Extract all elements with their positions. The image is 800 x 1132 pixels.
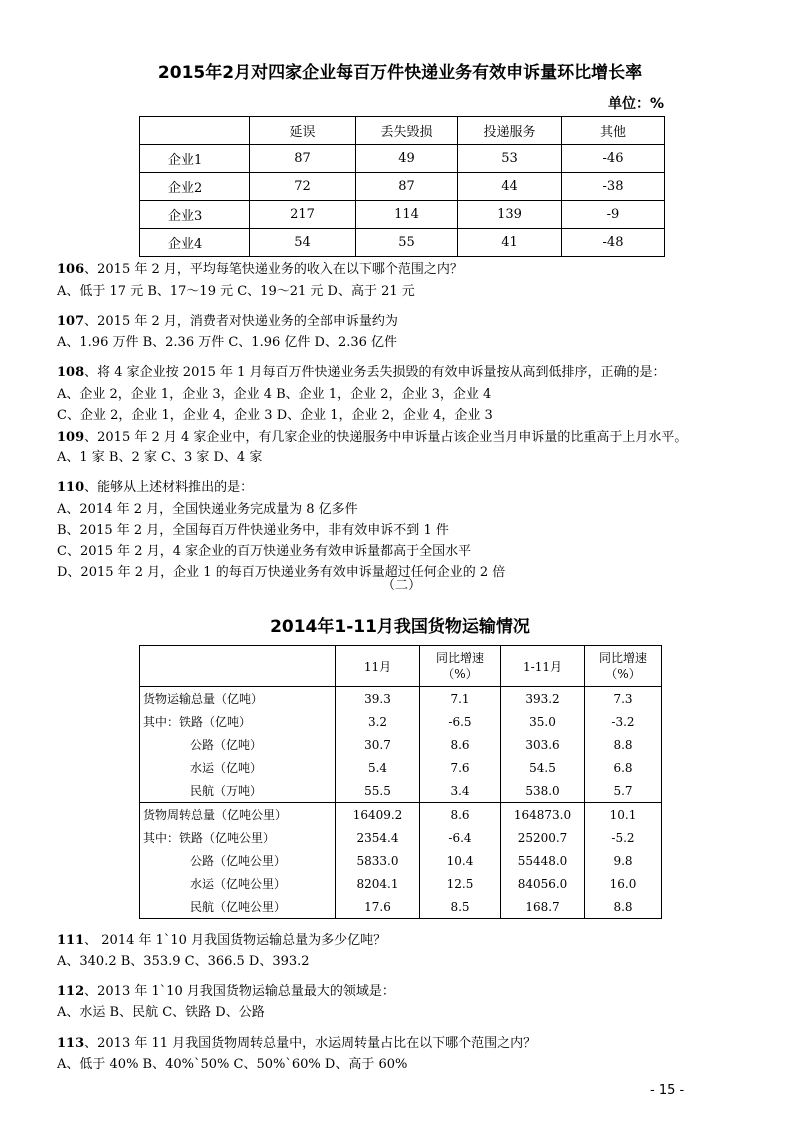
question-text: 、2015 年 2 月 4 家企业中，有几家企业的快递服务中申诉量占该企业当月申诉量的比重高于上月水平。: [84, 430, 688, 445]
table-cell: -6.5: [420, 710, 501, 733]
row-label: 货物周转总量（亿吨公里）: [140, 803, 336, 827]
question-111-options: A、340.2 B、353.9 C、366.5 D、393.2: [57, 954, 310, 969]
table-cell: -3.2: [585, 710, 662, 733]
table2-title: 2014年1-11月我国货物运输情况: [270, 617, 530, 637]
table-row: [140, 687, 662, 711]
table-cell: -5.2: [585, 826, 662, 849]
table-cell: 25200.7: [501, 826, 585, 849]
question-number: 112: [57, 984, 85, 999]
table1-title: 2015年2月对四家企业每百万件快递业务有效申诉量环比增长率: [157, 63, 643, 83]
table-cell: 7.3: [585, 687, 662, 711]
question-108: [57, 361, 666, 380]
question-111: [57, 929, 386, 948]
table-cell: 7.6: [420, 756, 501, 779]
table-row: [140, 895, 662, 919]
question-112-options: A、水运 B、民航 C、铁路 D、公路: [57, 1005, 265, 1020]
table-header-row: [140, 646, 662, 687]
question-text: 、2013 年 11 月我国货物周转总量中，水运周转量占比在以下哪个范围之内？: [84, 1036, 537, 1051]
question-110: [57, 476, 253, 495]
question-number: 106: [57, 262, 85, 277]
header-cell: 1-11月: [501, 646, 585, 687]
table-cell: 44: [458, 173, 562, 201]
table-cell: 72: [250, 173, 356, 201]
question-106: [57, 258, 463, 277]
row-label: 企业4: [140, 229, 250, 257]
table-row: [140, 201, 665, 229]
question-109: [57, 426, 687, 445]
table-cell: 5.7: [585, 779, 662, 803]
header-cell: 丢失毁损: [356, 117, 458, 145]
row-label: 水运（亿吨公里）: [140, 872, 336, 895]
row-label: 企业3: [140, 201, 250, 229]
table-cell: 54: [250, 229, 356, 257]
question-112: [57, 980, 395, 999]
table-cell: 55.5: [336, 779, 420, 803]
question-113-options: A、低于 40% B、40%`50% C、50%`60% D、高于 60%: [57, 1057, 408, 1072]
table-cell: 7.1: [420, 687, 501, 711]
question-number: 108: [57, 365, 85, 380]
table-cell: 30.7: [336, 733, 420, 756]
question-text: 、2013 年 1`10 月我国货物运输总量最大的领域是：: [84, 984, 395, 999]
row-label: 货物运输总量（亿吨）: [140, 687, 336, 711]
question-text: 、2015 年 2 月，消费者对快递业务的全部申诉量约为: [84, 314, 398, 329]
table-cell: 168.7: [501, 895, 585, 919]
row-label: 民航（万吨）: [140, 779, 336, 803]
table-cell: -46: [562, 145, 665, 173]
table-cell: 393.2: [501, 687, 585, 711]
table-row: [140, 849, 662, 872]
table-cell: 10.1: [585, 803, 662, 827]
row-label: 公路（亿吨公里）: [140, 849, 336, 872]
question-110-option-a: A、2014 年 2 月，全国快递业务完成量为 8 亿多件: [57, 502, 358, 517]
table-cell: 53: [458, 145, 562, 173]
table-cell: 39.3: [336, 687, 420, 711]
table-cell: 8.6: [420, 733, 501, 756]
table-cell: 5833.0: [336, 849, 420, 872]
table-cell: 217: [250, 201, 356, 229]
table-row: [140, 145, 665, 173]
question-number: 109: [57, 430, 85, 445]
table-cell: 8.6: [420, 803, 501, 827]
question-108-options-cd: C、企业 2，企业 1，企业 4，企业 3 D、企业 1，企业 2，企业 4，企业 3: [57, 408, 493, 423]
header-cell: [585, 646, 662, 687]
row-label: 其中：铁路（亿吨公里）: [140, 826, 336, 849]
table-cell: 538.0: [501, 779, 585, 803]
table-cell: 114: [356, 201, 458, 229]
table-cell: 87: [356, 173, 458, 201]
question-109-options: A、1 家 B、2 家 C、3 家 D、4 家: [57, 450, 263, 465]
question-text: 、 2014 年 1`10 月我国货物运输总量为多少亿吨？: [84, 933, 387, 948]
page-number: - 15 -: [650, 1083, 685, 1098]
question-number: 111: [57, 933, 85, 948]
header-cell: [140, 117, 250, 145]
table-cell: 8.5: [420, 895, 501, 919]
question-text: 、能够从上述材料推出的是：: [84, 480, 254, 495]
question-110-option-c: C、2015 年 2 月，4 家企业的百万快递业务有效申诉量都高于全国水平: [57, 544, 472, 559]
row-label: 公路（亿吨）: [140, 733, 336, 756]
table-header-row: [140, 117, 665, 145]
table-row: [140, 803, 662, 827]
question-number: 113: [57, 1036, 85, 1051]
header-cell: 其他: [562, 117, 665, 145]
row-label: 民航（亿吨公里）: [140, 895, 336, 919]
table-cell: 55: [356, 229, 458, 257]
header-cell: [140, 646, 336, 687]
complaint-table: [139, 116, 665, 257]
table-cell: 49: [356, 145, 458, 173]
question-110-option-d: D、2015 年 2 月，企业 1 的每百万快递业务有效申诉量超过任何企业的 2 倍: [57, 565, 506, 580]
table-row: [140, 173, 665, 201]
table-cell: 8204.1: [336, 872, 420, 895]
row-label: 企业2: [140, 173, 250, 201]
table-row: [140, 756, 662, 779]
table-cell: 16409.2: [336, 803, 420, 827]
header-cell: 延误: [250, 117, 356, 145]
table-cell: 16.0: [585, 872, 662, 895]
table-cell: 303.6: [501, 733, 585, 756]
header-line: 同比增速: [598, 651, 647, 665]
header-cell: 11月: [336, 646, 420, 687]
header-cell: [420, 646, 501, 687]
table-cell: 9.8: [585, 849, 662, 872]
table-row: [140, 826, 662, 849]
table-cell: -48: [562, 229, 665, 257]
table-row: [140, 710, 662, 733]
question-107: [57, 310, 398, 329]
table-cell: 5.4: [336, 756, 420, 779]
header-line: （%）: [605, 667, 641, 681]
table-row: [140, 872, 662, 895]
table-cell: 87: [250, 145, 356, 173]
table-cell: 10.4: [420, 849, 501, 872]
table-cell: 55448.0: [501, 849, 585, 872]
row-label: 其中：铁路（亿吨）: [140, 710, 336, 733]
question-106-options: A、低于 17 元 B、17～19 元 C、19～21 元 D、高于 21 元: [57, 284, 415, 299]
question-text: 、2015 年 2 月，平均每笔快递业务的收入在以下哪个范围之内？: [84, 262, 463, 277]
question-number: 107: [57, 314, 85, 329]
table-cell: 164873.0: [501, 803, 585, 827]
table-cell: 54.5: [501, 756, 585, 779]
question-text: 、将 4 家企业按 2015 年 1 月每百万件快递业务丢失损毁的有效申诉量按从高到低排序，正确的是：: [84, 365, 666, 380]
question-108-options-ab: A、企业 2，企业 1，企业 3，企业 4 B、企业 1，企业 2，企业 3，企业 4: [57, 387, 492, 402]
table-row: [140, 733, 662, 756]
table-cell: 6.8: [585, 756, 662, 779]
table-row: [140, 229, 665, 257]
table-cell: -6.4: [420, 826, 501, 849]
table-cell: -38: [562, 173, 665, 201]
question-110-option-b: B、2015 年 2 月，全国每百万件快递业务中，非有效申诉不到 1 件: [57, 523, 449, 538]
table-cell: 139: [458, 201, 562, 229]
header-line: （%）: [442, 667, 478, 681]
table-row: [140, 779, 662, 803]
table-cell: 35.0: [501, 710, 585, 733]
question-number: 110: [57, 480, 85, 495]
freight-table: [139, 645, 662, 919]
header-line: 同比增速: [435, 651, 484, 665]
section-marker: （二）: [382, 578, 422, 593]
row-label: 水运（亿吨）: [140, 756, 336, 779]
table-cell: 8.8: [585, 733, 662, 756]
row-label: 企业1: [140, 145, 250, 173]
table-cell: 41: [458, 229, 562, 257]
header-cell: 投递服务: [458, 117, 562, 145]
table-cell: 17.6: [336, 895, 420, 919]
table-cell: 2354.4: [336, 826, 420, 849]
question-113: [57, 1032, 536, 1051]
table-cell: -9: [562, 201, 665, 229]
table-cell: 3.4: [420, 779, 501, 803]
table1-unit: 单位：%: [608, 96, 665, 112]
table-cell: 84056.0: [501, 872, 585, 895]
table-cell: 8.8: [585, 895, 662, 919]
question-107-options: A、1.96 万件 B、2.36 万件 C、1.96 亿件 D、2.36 亿件: [57, 335, 398, 350]
table-cell: 3.2: [336, 710, 420, 733]
table-cell: 12.5: [420, 872, 501, 895]
